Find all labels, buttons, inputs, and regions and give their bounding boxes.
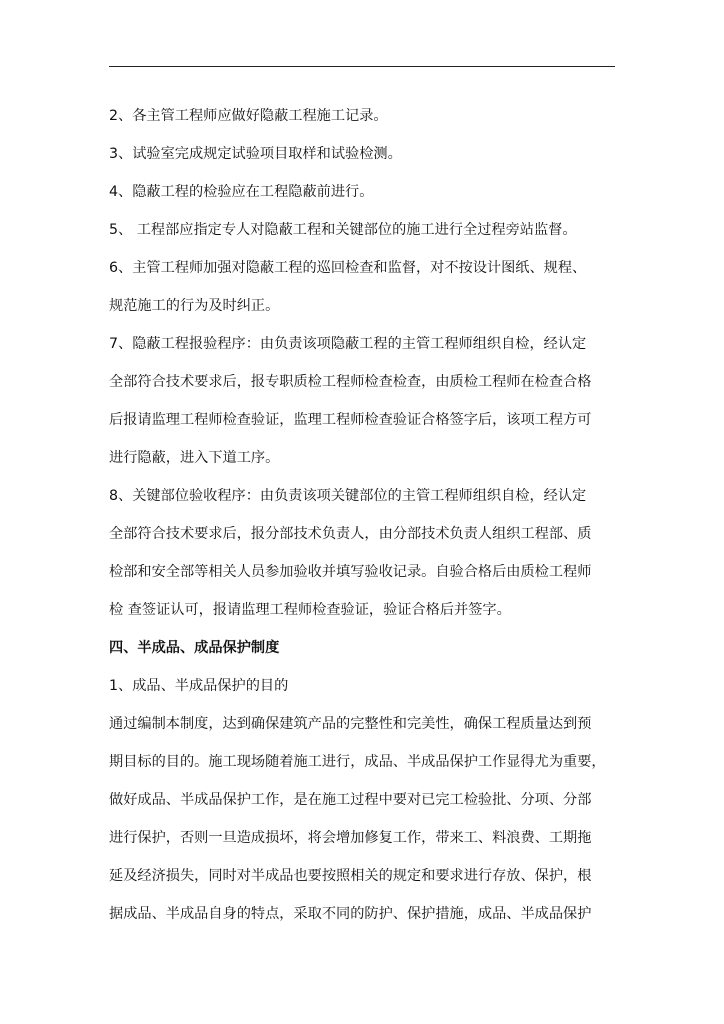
- paragraph-line: 5、 工程部应指定专人对隐蔽工程和关键部位的施工进行全过程旁站监督。: [109, 222, 577, 238]
- paragraph-line: 2、各主管工程师应做好隐蔽工程施工记录。: [109, 108, 388, 124]
- paragraph-line: 做好成品、半成品保护工作，是在施工过程中要对已完工检验批、分项、分部: [109, 792, 592, 808]
- section-heading: 四、半成品、成品保护制度: [109, 640, 280, 656]
- paragraph-line: 后报请监理工程师检查验证，监理工程师检查验证合格签字后，该项工程方可: [109, 412, 592, 428]
- paragraph-line: 全部符合技术要求后，报专职质检工程师检查检查，由质检工程师在检查合格: [109, 374, 592, 390]
- paragraph-line: 6、主管工程师加强对隐蔽工程的巡回检查和监督，对不按设计图纸、规程、: [109, 260, 587, 276]
- header-rule: [109, 66, 615, 67]
- paragraph-line: 期目标的目的。施工现场随着施工进行，成品、半成品保护工作显得尤为重要，: [109, 754, 606, 770]
- paragraph-line: 检部和安全部等相关人员参加验收并填写验收记录。自验合格后由质检工程师: [109, 564, 592, 580]
- paragraph-line: 延及经济损失，同时对半成品也要按照相关的规定和要求进行存放、保护，根: [109, 868, 592, 884]
- paragraph-line: 7、隐蔽工程报验程序：由负责该项隐蔽工程的主管工程师组织自检，经认定: [109, 336, 587, 352]
- subsection-heading: 1、成品、半成品保护的目的: [109, 678, 289, 694]
- paragraph-line: 规范施工的行为及时纠正。: [109, 298, 280, 314]
- paragraph-line: 通过编制本制度，达到确保建筑产品的完整性和完美性，确保工程质量达到预: [109, 716, 592, 732]
- paragraph-line: 进行保护，否则一旦造成损坏，将会增加修复工作，带来工、料浪费、工期拖: [109, 830, 592, 846]
- paragraph-line: 全部符合技术要求后，报分部技术负责人，由分部技术负责人组织工程部、质: [109, 526, 592, 542]
- paragraph-line: 进行隐蔽，进入下道工序。: [109, 450, 280, 466]
- paragraph-line: 8、关键部位验收程序：由负责该项关键部位的主管工程师组织自检，经认定: [109, 488, 587, 504]
- paragraph-line: 4、隐蔽工程的检验应在工程隐蔽前进行。: [109, 184, 374, 200]
- paragraph-line: 3、试验室完成规定试验项目取样和试验检测。: [109, 146, 402, 162]
- paragraph-line: 据成品、半成品自身的特点，采取不同的防护、保护措施，成品、半成品保护: [109, 906, 592, 922]
- paragraph-line: 检 查签证认可，报请监理工程师检查验证，验证合格后并签字。: [109, 602, 511, 618]
